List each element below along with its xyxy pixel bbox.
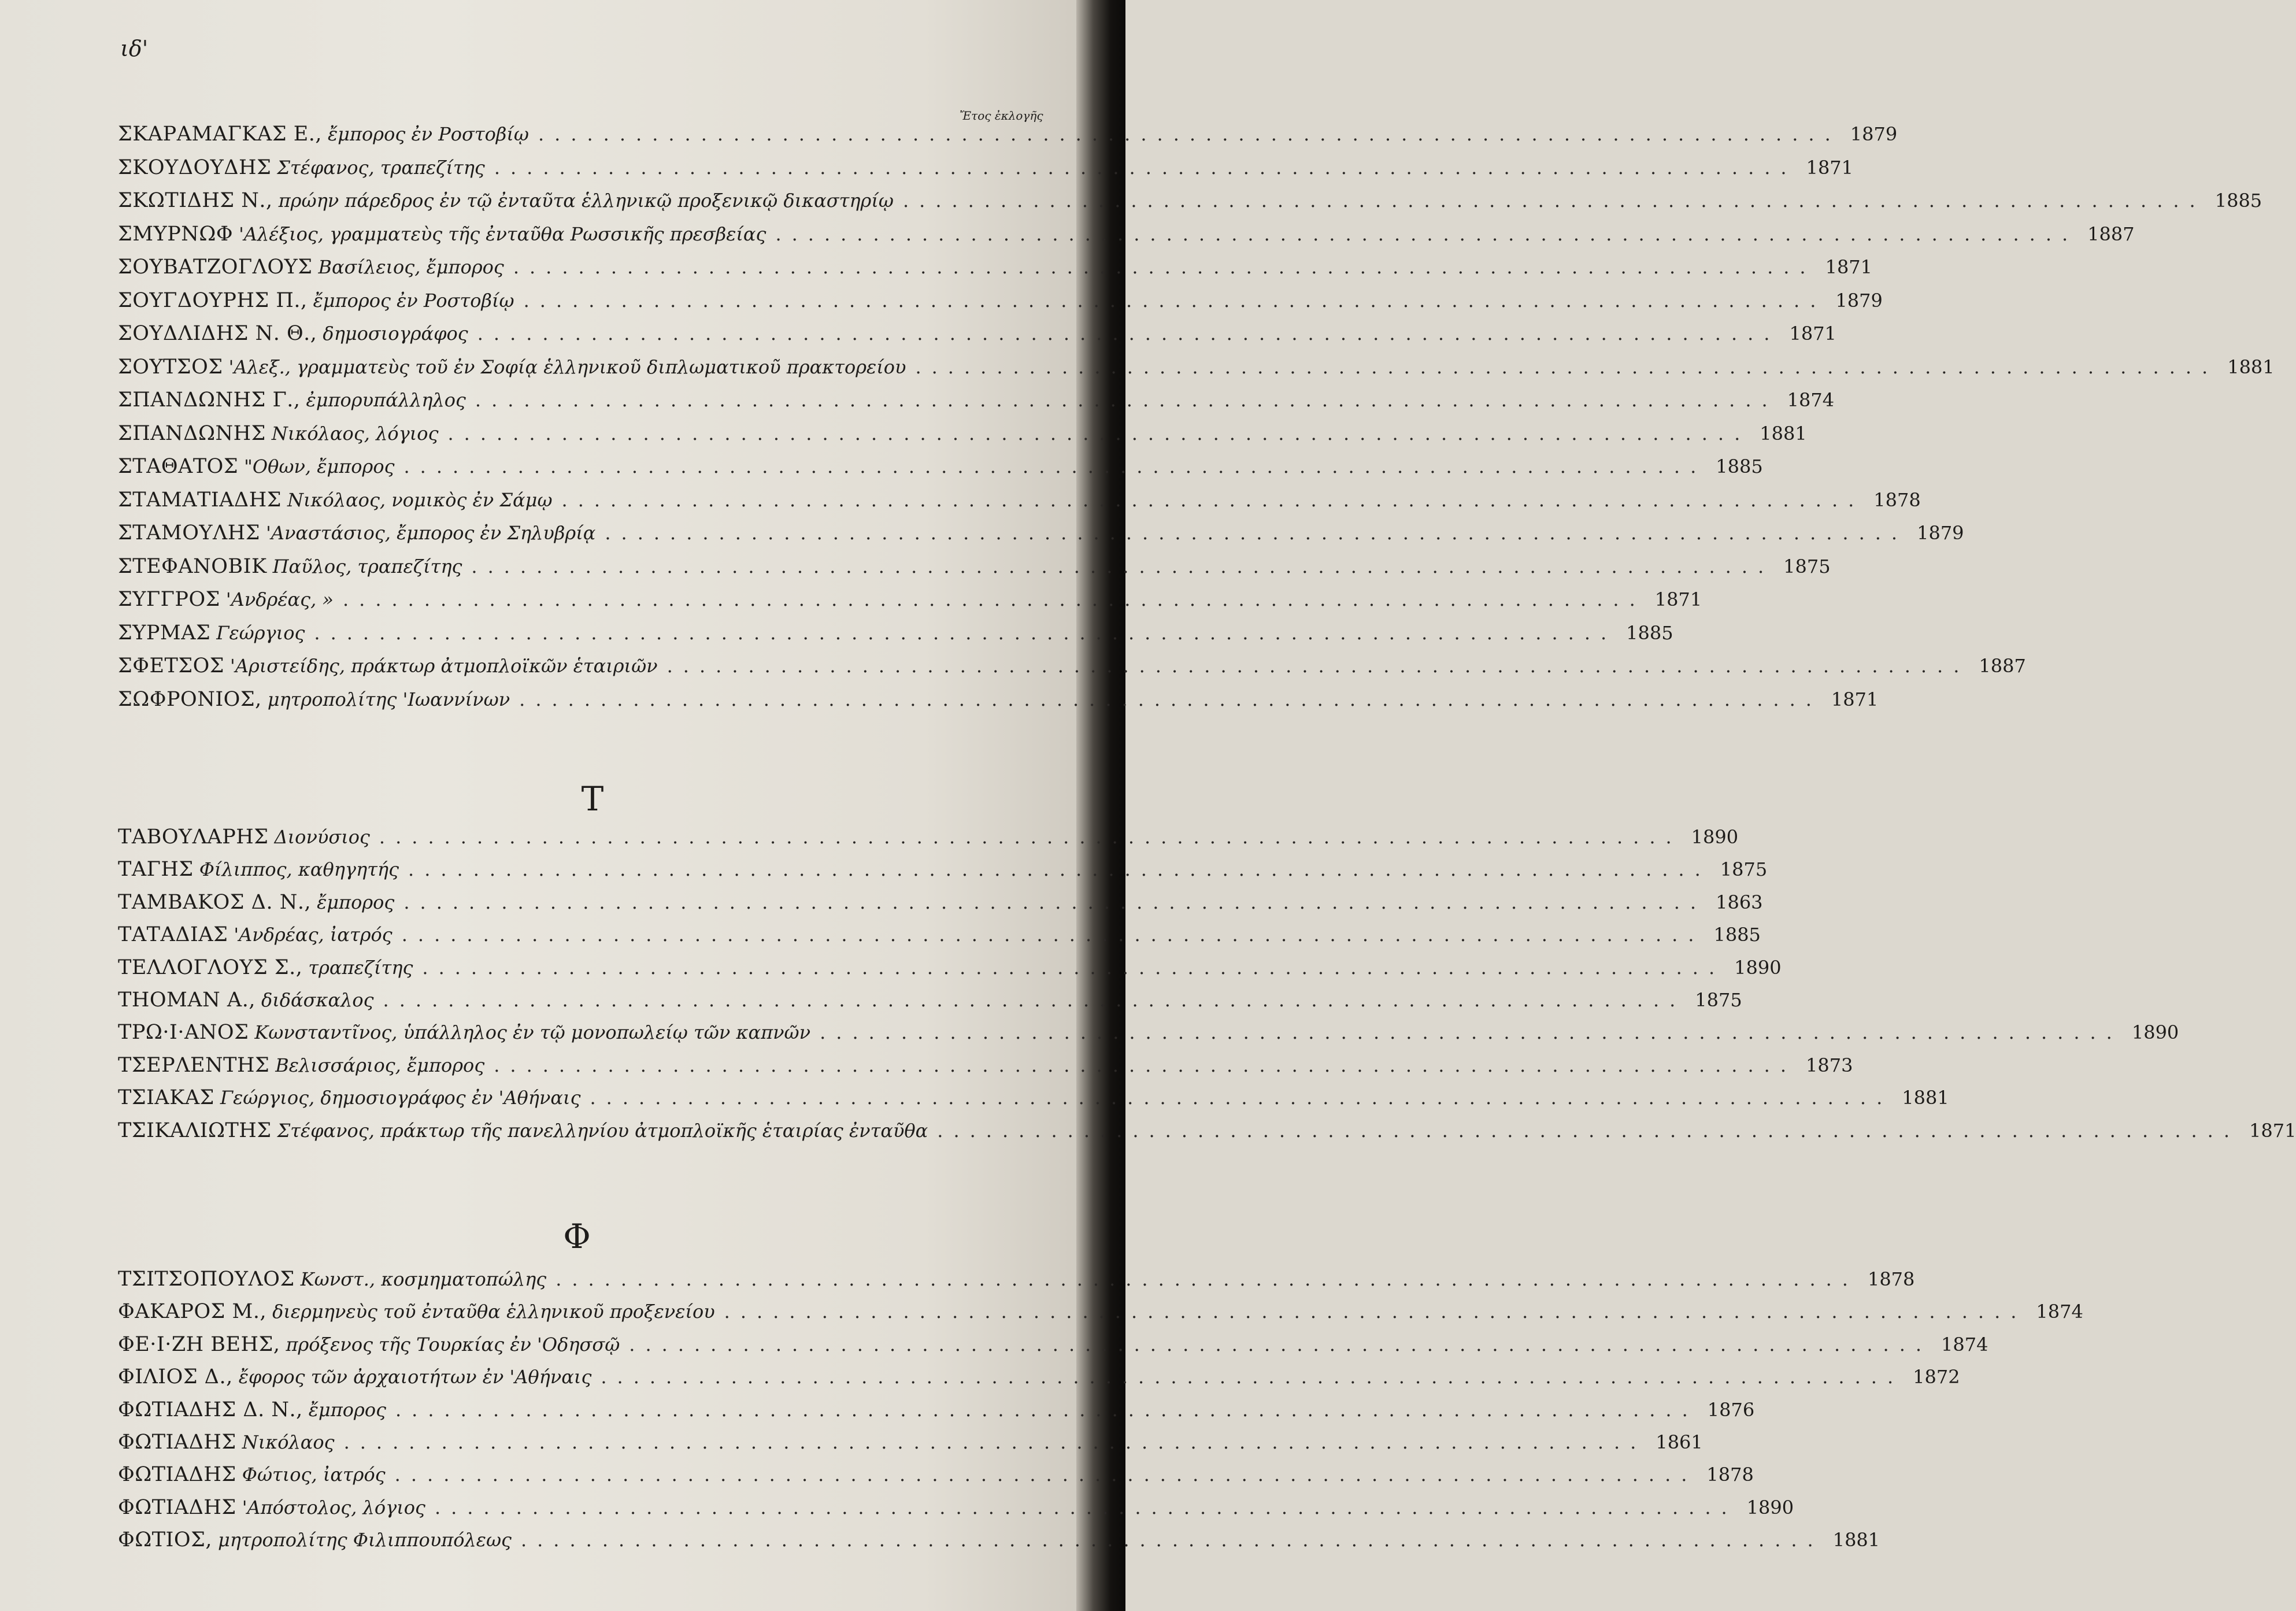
entry-description: Φίλιππος, καθηγητής: [199, 858, 399, 881]
entry-name: ΣΤΑΜΟΥΛΗΣ: [118, 521, 261, 545]
entry-year: 1871: [1825, 256, 1873, 278]
entry-name: ΣΟΥΤΣΟΣ: [118, 355, 223, 379]
entry-year: 1863: [1716, 891, 1763, 913]
entry-row: [118, 1053, 1853, 1084]
entry-year: 1874: [1941, 1333, 1988, 1356]
entry-row: [118, 1021, 2179, 1051]
entry-name: ΤΣΙΚΑΛΙΩΤΗΣ: [118, 1119, 272, 1142]
entry-description: 'Ανδρέας, ἰατρός: [234, 924, 392, 946]
entry-name: ΣΠΑΝΔΩΝΗΣ: [118, 421, 266, 445]
entry-description: Νικόλαος, νομικὸς ἐν Σάμῳ: [287, 488, 553, 511]
dot-leader: ................................................................................: [343, 1431, 1647, 1453]
entry-year: 1878: [1706, 1464, 1754, 1486]
section-letter-f: Φ: [563, 1217, 591, 1256]
dot-leader: ................................................................................: [629, 1333, 1932, 1356]
dot-leader: ................................................................................: [556, 1268, 1858, 1290]
entry-row: [118, 654, 2026, 684]
dot-leader: ................................................................................: [434, 1496, 1738, 1519]
dot-leader: ................................................................................: [403, 891, 1707, 913]
entry-name: ΣΥΡΜΑΣ: [118, 621, 211, 645]
entry-year: 1890: [2131, 1021, 2179, 1044]
entry-row: [118, 1300, 2083, 1330]
entry-name: ΣΦΕΤΣΟΣ: [118, 654, 225, 677]
entry-name: ΤΣΙΑΚΑΣ: [118, 1086, 214, 1110]
dot-leader: ................................................................................: [342, 588, 1646, 610]
entry-year: 1879: [1917, 522, 1964, 544]
entry-description: Στέφανος, πράκτωρ τῆς πανελληνίου ἀτμοπλοϊκῆς ἑταιρίας ἐνταῦθα: [277, 1119, 928, 1142]
entry-description: μητροπολίτης Φιλιππουπόλεως: [217, 1529, 512, 1551]
entry-description: Νικόλαος, λόγιος: [271, 422, 439, 445]
entry-row: [118, 1495, 1794, 1526]
entry-name: ΦΕ·Ι·ΖΗ ΒΕΗΣ,: [118, 1332, 280, 1356]
entry-row: [118, 488, 1921, 519]
entry-name: ΣΟΥΒΑΤΖΟΓΛΟΥΣ: [118, 255, 313, 279]
entry-name: ΤΕΛΛΟΓΛΟΥΣ Σ.,: [118, 956, 303, 979]
entry-name: ΦΩΤΙΑΔΗΣ: [118, 1431, 236, 1454]
entry-year: 1872: [1913, 1366, 1960, 1388]
entry-row: [118, 255, 1873, 286]
entry-name: ΣΤΑΘΑΤΟΣ: [118, 455, 239, 478]
entry-row: [118, 554, 1831, 585]
dot-leader: ................................................................................: [475, 389, 1778, 411]
dot-leader: ................................................................................: [538, 123, 1841, 145]
entry-name: ΣΤΑΜΑΤΙΑΔΗΣ: [118, 488, 282, 512]
entry-year: 1887: [1979, 655, 2026, 677]
entry-year: 1873: [1805, 1054, 1853, 1076]
entry-name: ΤΡΩ·Ι·ΑΝΟΣ: [118, 1021, 249, 1045]
entry-description: τραπεζίτης: [308, 956, 413, 979]
dot-leader: ................................................................................: [314, 621, 1617, 644]
entry-year: 1875: [1720, 858, 1768, 881]
dot-leader: ................................................................................: [937, 1119, 2241, 1142]
dot-leader: ................................................................................: [724, 1301, 2027, 1323]
entry-row: [118, 1086, 1949, 1116]
entry-name: ΦΑΚΑΡΟΣ Μ.,: [118, 1300, 267, 1324]
entry-description: Γεώργιος: [216, 621, 305, 644]
dot-leader: ................................................................................: [408, 858, 1711, 881]
dot-leader: ................................................................................: [477, 323, 1780, 345]
dot-leader: ................................................................................: [523, 289, 1827, 312]
entry-description: ἔφορος τῶν ἀρχαιοτήτων ἐν 'Αθήναις: [238, 1366, 592, 1388]
entry-year: 1890: [1691, 826, 1739, 848]
entry-description: Βελισσάριος, ἔμπορος: [275, 1054, 485, 1076]
dot-leader: ................................................................................: [383, 989, 1686, 1011]
entry-year: 1879: [1850, 123, 1898, 145]
entry-row: [118, 455, 1763, 485]
entry-year: 1881: [1902, 1087, 1949, 1109]
entry-description: ἔμπορος ἐν Ροστοβίῳ: [328, 123, 529, 145]
dot-leader: ................................................................................: [605, 522, 1908, 544]
entry-year: 1890: [1746, 1496, 1794, 1519]
entry-name: ΣΚΩΤΙΔΗΣ Ν.,: [118, 189, 273, 212]
entry-row: [118, 123, 1898, 153]
entry-description: διερμηνεὺς τοῦ ἐνταῦθα ἑλληνικοῦ προξενείου: [272, 1301, 715, 1323]
entry-name: ΤΣΕΡΛΕΝΤΗΣ: [118, 1053, 270, 1077]
entry-name: ΤΗΟΜΑΝ Α.,: [118, 988, 255, 1012]
entry-year: 1861: [1656, 1431, 1703, 1453]
entry-description: Κωνσταντῖνος, ὑπάλληλος ἐν τῷ μονοπωλείῳ τῶν καπνῶν: [254, 1021, 811, 1044]
entry-description: ἐμπορυπάλληλος: [306, 389, 466, 411]
entry-row: [118, 355, 2275, 386]
dot-leader: ................................................................................: [820, 1021, 2123, 1044]
entry-description: πρόξενος τῆς Τουρκίας ἐν 'Οδησσῷ: [286, 1333, 620, 1356]
entry-description: Γεώργιος, δημοσιογράφος ἐν 'Αθήναις: [220, 1087, 581, 1109]
entry-description: δημοσιογράφος: [323, 323, 468, 345]
entry-row: [118, 588, 1702, 618]
entry-name: ΤΑΓΗΣ: [118, 858, 194, 882]
entry-row: [118, 222, 2135, 253]
entry-name: ΣΩΦΡΟΝΙΟΣ,: [118, 687, 262, 711]
entry-row: [118, 687, 1879, 718]
entry-row: [118, 421, 1807, 452]
entry-row: [118, 288, 1883, 319]
entry-year: 1875: [1783, 555, 1831, 577]
entry-description: Κωνστ., κοσμηματοπώλης: [300, 1268, 547, 1290]
entry-name: ΣΚΑΡΑΜΑΓΚΑΣ Ε.,: [118, 123, 322, 146]
entry-year: 1885: [1716, 455, 1763, 477]
entry-name: ΦΩΤΙΑΔΗΣ: [118, 1495, 236, 1519]
entry-year: 1885: [2214, 190, 2262, 212]
entry-name: ΤΑΒΟΥΛΑΡΗΣ: [118, 825, 269, 849]
entry-description: πρώην πάρεδρος ἐν τῷ ἐνταῦτα ἑλληνικῷ προξενικῷ δικαστηρίῳ: [278, 190, 894, 212]
year-column-header: Ἔτος ἐκλογῆς: [960, 109, 1043, 123]
entry-name: ΣΤΕΦΑΝΟΒΙΚ: [118, 554, 267, 578]
entry-name: ΣΟΥΓΔΟΥΡΗΣ Π.,: [118, 288, 308, 312]
entry-year: 1885: [1713, 924, 1761, 946]
entry-description: διδάσκαλος: [261, 989, 374, 1011]
entry-row: [118, 1431, 1703, 1461]
entry-row: [118, 890, 1763, 921]
page-number: ιδ': [120, 36, 149, 61]
entry-name: ΦΩΤΙΑΔΗΣ: [118, 1463, 236, 1487]
entry-year: 1885: [1626, 621, 1673, 644]
entry-year: 1881: [2227, 355, 2275, 378]
entry-row: [118, 322, 1836, 352]
entry-year: 1879: [1835, 289, 1883, 312]
entry-description: ἔμπορος ἐν Ροστοβίῳ: [313, 289, 514, 312]
entry-year: 1878: [1873, 488, 1921, 511]
entry-name: ΣΥΓΓΡΟΣ: [118, 588, 220, 611]
entry-year: 1881: [1760, 422, 1807, 445]
entry-year: 1871: [1831, 688, 1879, 710]
dot-leader: ................................................................................: [590, 1087, 1893, 1109]
entry-description: 'Ανδρέας, »: [225, 588, 334, 610]
entry-year: 1890: [1734, 956, 1782, 979]
entry-name: ΣΟΥΔΛΙΔΗΣ Ν. Θ.,: [118, 322, 317, 345]
entry-row: [118, 988, 1742, 1019]
entry-name: ΦΩΤΙΟΣ,: [118, 1528, 212, 1552]
entry-year: 1871: [1806, 156, 1854, 179]
entry-year: 1878: [1867, 1268, 1915, 1290]
entry-year: 1887: [2087, 223, 2135, 245]
entry-year: 1875: [1695, 989, 1742, 1011]
entry-description: "Οθων, ἔμπορος: [244, 455, 395, 477]
dot-leader: ................................................................................: [520, 1529, 1824, 1551]
entry-row: [118, 956, 1782, 986]
entry-description: ἔμπορος: [317, 891, 395, 913]
dot-leader: ................................................................................: [395, 1398, 1698, 1421]
entry-row: [118, 1332, 1988, 1363]
entry-year: 1871: [1654, 588, 1702, 610]
section-letter-t: Τ: [581, 779, 604, 819]
entry-year: 1874: [2036, 1301, 2083, 1323]
entry-description: μητροπολίτης 'Ιωαννίνων: [267, 688, 510, 710]
entry-description: 'Αριστείδης, πράκτωρ ἀτμοπλοϊκῶν ἑταιριῶν: [230, 655, 658, 677]
entry-row: [118, 621, 1673, 651]
dot-leader: ................................................................................: [561, 488, 1865, 511]
dot-leader: ................................................................................: [519, 688, 1822, 710]
entry-description: ἔμπορος: [308, 1398, 386, 1421]
entry-description: 'Αναστάσιος, ἔμπορος ἐν Σηλυβρίᾳ: [266, 522, 596, 544]
dot-leader: ................................................................................: [601, 1366, 1904, 1388]
dot-leader: ................................................................................: [401, 924, 1705, 946]
entry-description: Παῦλος, τραπεζίτης: [272, 555, 462, 577]
entry-year: 1871: [1789, 323, 1836, 345]
entry-name: ΣΜΥΡΝΩΦ: [118, 222, 234, 246]
entry-year: 1881: [1832, 1529, 1880, 1551]
entry-name: ΤΑΤΑΔΙΑΣ: [118, 923, 228, 947]
entry-description: 'Αλεξ., γραμματεὺς τοῦ ἐν Σοφίᾳ ἑλληνικοῦ διπλωματικοῦ πρακτορείου: [228, 355, 906, 378]
entry-name: ΦΙΛΙΟΣ Δ.,: [118, 1365, 233, 1389]
entry-year: 1874: [1787, 389, 1835, 411]
dot-leader: ................................................................................: [494, 1054, 1797, 1076]
entry-description: Νικόλαος: [242, 1431, 335, 1453]
entry-name: ΤΣΙΤΣΟΠΟΥΛΟΣ: [118, 1268, 295, 1291]
dot-leader: ................................................................................: [471, 555, 1775, 577]
entry-row: [118, 1528, 1880, 1558]
entry-description: Διονύσιος: [274, 826, 370, 848]
entry-year: 1871: [2249, 1119, 2296, 1142]
entry-description: Βασίλειος, ἔμπορος: [318, 256, 504, 278]
dot-leader: ................................................................................: [494, 156, 1797, 179]
dot-leader: ................................................................................: [902, 190, 2206, 212]
entry-row: [118, 521, 1964, 551]
entry-row: [118, 825, 1739, 856]
dot-leader: ................................................................................: [915, 355, 2219, 378]
entry-row: [118, 1268, 1915, 1298]
entry-row: [118, 858, 1768, 888]
dot-leader: ................................................................................: [403, 455, 1707, 477]
entry-description: 'Απόστολος, λόγιος: [242, 1496, 425, 1519]
entry-description: Στέφανος, τραπεζίτης: [277, 156, 485, 179]
entry-row: [118, 1119, 2296, 1149]
entry-row: [118, 1398, 1755, 1428]
entry-row: [118, 923, 1761, 953]
dot-leader: ................................................................................: [422, 956, 1725, 979]
entry-row: [118, 155, 1854, 186]
dot-leader: ................................................................................: [513, 256, 1816, 278]
dot-leader: ................................................................................: [379, 826, 1682, 848]
entry-row: [118, 1463, 1754, 1493]
entry-row: [118, 189, 2262, 219]
dot-leader: ................................................................................: [394, 1464, 1698, 1486]
entry-description: 'Αλέξιος, γραμματεὺς τῆς ἐνταῦθα Ρωσσικῆς πρεσβείας: [239, 223, 766, 245]
entry-name: ΤΑΜΒΑΚΟΣ Δ. Ν.,: [118, 890, 312, 914]
dot-leader: ................................................................................: [775, 223, 2079, 245]
entry-description: Φώτιος, ἰατρός: [242, 1464, 386, 1486]
entry-name: ΣΠΑΝΔΩΝΗΣ Γ.,: [118, 388, 301, 412]
entry-year: 1876: [1707, 1398, 1755, 1421]
entry-row: [118, 1365, 1960, 1395]
entry-name: ΦΩΤΙΑΔΗΣ Δ. Ν.,: [118, 1398, 303, 1421]
entry-name: ΣΚΟΥΔΟΥΔΗΣ: [118, 155, 272, 179]
entry-row: [118, 388, 1835, 419]
dot-leader: ................................................................................: [666, 655, 1970, 677]
dot-leader: ................................................................................: [447, 422, 1751, 445]
